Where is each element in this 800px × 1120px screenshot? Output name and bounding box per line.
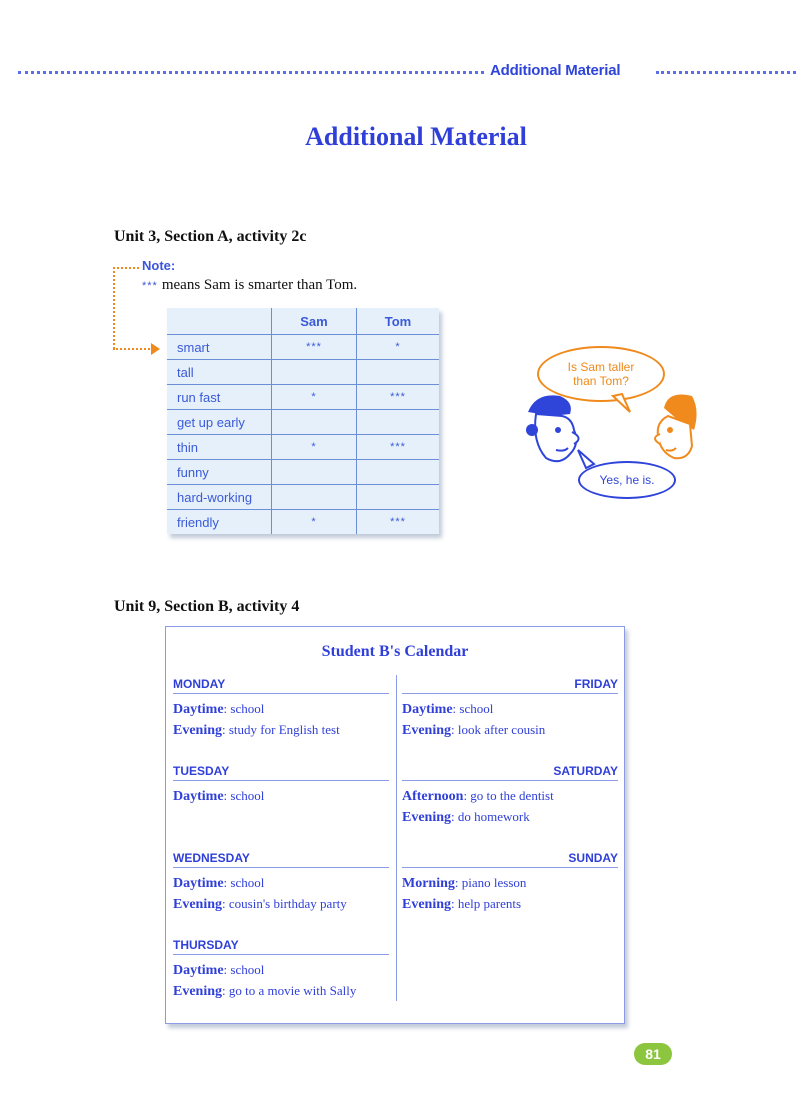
entry-value: : school	[223, 788, 265, 803]
trait-cell: funny	[167, 460, 272, 485]
monday-entry-1	[173, 701, 264, 718]
sam-cell: *	[272, 510, 357, 535]
day-heading-wednesday: WEDNESDAY	[173, 851, 389, 868]
sam-cell	[272, 410, 357, 435]
header-dotted-rule-left	[18, 71, 484, 74]
student-b-calendar	[165, 626, 625, 1024]
entry-label: Morning	[402, 876, 455, 891]
bubble-answer-text: Yes, he is.	[599, 473, 655, 487]
bubble-question-tail	[613, 394, 630, 412]
table-row	[167, 435, 439, 460]
note-label: Note:	[142, 258, 176, 273]
trait-cell: tall	[167, 360, 272, 385]
arrow-right-icon	[151, 343, 160, 355]
note-arrow-bottom	[113, 348, 153, 350]
note-arrow-vertical	[113, 267, 115, 349]
sam-cell	[272, 485, 357, 510]
entry-label: Daytime	[173, 963, 224, 978]
tom-cell	[357, 410, 440, 435]
entry-label: Daytime	[173, 789, 224, 804]
section-heading-unit3: Unit 3, Section A, activity 2c	[114, 228, 307, 245]
calendar-title: Student B's Calendar	[321, 643, 469, 660]
day-heading-saturday: SATURDAY	[402, 764, 618, 781]
column-header-sam: Sam	[272, 308, 357, 335]
two-boys-illustration	[518, 380, 698, 480]
tom-cell: *	[357, 335, 440, 360]
entry-label: Evening	[173, 897, 223, 912]
table-row	[167, 410, 439, 435]
note-stars: ***	[142, 280, 158, 292]
note-sentence: means Sam is smarter than Tom.	[161, 277, 358, 293]
bubble-answer-tail	[578, 450, 594, 468]
sunday-entry-2	[402, 896, 521, 913]
entry-value: : school	[223, 962, 265, 977]
entry-value: : help parents	[451, 896, 522, 911]
comparison-table	[167, 308, 439, 534]
trait-cell: get up early	[167, 410, 272, 435]
wednesday-entry-1	[173, 875, 264, 892]
day-heading-tuesday: TUESDAY	[173, 764, 389, 781]
page-title: Additional Material	[305, 122, 527, 151]
day-heading-thursday: THURSDAY	[173, 938, 389, 955]
page-number-badge: 81	[634, 1043, 672, 1065]
entry-value: : look after cousin	[451, 722, 546, 737]
tom-cell: ***	[357, 435, 440, 460]
entry-value: : school	[223, 701, 265, 716]
sam-cell: ***	[272, 335, 357, 360]
entry-value: : do homework	[451, 809, 530, 824]
boy-sam-icon	[526, 395, 579, 461]
table-row	[167, 510, 439, 535]
day-heading-friday: FRIDAY	[402, 677, 618, 694]
entry-value: : go to a movie with Sally	[222, 983, 357, 998]
wednesday-entry-2	[173, 896, 347, 913]
table-row	[167, 485, 439, 510]
entry-label: Evening	[173, 723, 223, 738]
sam-cell: *	[272, 385, 357, 410]
entry-label: Evening	[402, 810, 452, 825]
entry-label: Daytime	[173, 702, 224, 717]
friday-entry-1	[402, 701, 493, 718]
entry-label: Evening	[402, 723, 452, 738]
table-header-row	[167, 308, 439, 335]
sam-cell: *	[272, 435, 357, 460]
table-row	[167, 335, 439, 360]
tom-cell	[357, 460, 440, 485]
tuesday-entry-1	[173, 788, 264, 805]
note-arrow-top	[113, 267, 139, 269]
bubble-question-line2: than Tom?	[573, 374, 629, 388]
section-heading-unit9: Unit 9, Section B, activity 4	[114, 598, 300, 615]
saturday-entry-1	[402, 788, 554, 805]
note-text	[142, 277, 357, 294]
trait-cell: thin	[167, 435, 272, 460]
entry-label: Daytime	[402, 702, 453, 717]
sam-cell	[272, 460, 357, 485]
tom-cell: ***	[357, 385, 440, 410]
entry-value: : cousin's birthday party	[222, 896, 347, 911]
trait-cell: smart	[167, 335, 272, 360]
sam-cell	[272, 360, 357, 385]
day-heading-monday: MONDAY	[173, 677, 389, 694]
entry-label: Daytime	[173, 876, 224, 891]
friday-entry-2	[402, 722, 545, 739]
table-row	[167, 460, 439, 485]
saturday-entry-2	[402, 809, 530, 826]
sunday-entry-1	[402, 875, 526, 892]
trait-cell: friendly	[167, 510, 272, 535]
table-row	[167, 385, 439, 410]
entry-value: : school	[452, 701, 494, 716]
running-header-title: Additional Material	[490, 62, 621, 79]
trait-cell: run fast	[167, 385, 272, 410]
boy-tom-icon	[655, 395, 697, 459]
entry-label: Afternoon	[402, 789, 464, 804]
entry-label: Evening	[173, 984, 223, 999]
bubble-question-line1: Is Sam taller	[567, 360, 635, 374]
entry-value: : study for English test	[222, 722, 340, 737]
monday-entry-2	[173, 722, 340, 739]
tom-cell	[357, 360, 440, 385]
tom-cell	[357, 485, 440, 510]
calendar-column-divider	[396, 675, 397, 1001]
column-header-trait	[167, 308, 272, 335]
entry-value: : school	[223, 875, 265, 890]
table-row	[167, 360, 439, 385]
tom-cell: ***	[390, 516, 406, 528]
entry-label: Evening	[402, 897, 452, 912]
entry-value: : piano lesson	[454, 875, 527, 890]
thursday-entry-2	[173, 983, 356, 1000]
trait-cell: hard-working	[167, 485, 272, 510]
day-heading-sunday: SUNDAY	[402, 851, 618, 868]
column-header-tom: Tom	[357, 308, 440, 335]
header-dotted-rule-right	[656, 71, 796, 74]
entry-value: : go to the dentist	[463, 788, 554, 803]
thursday-entry-1	[173, 962, 264, 979]
